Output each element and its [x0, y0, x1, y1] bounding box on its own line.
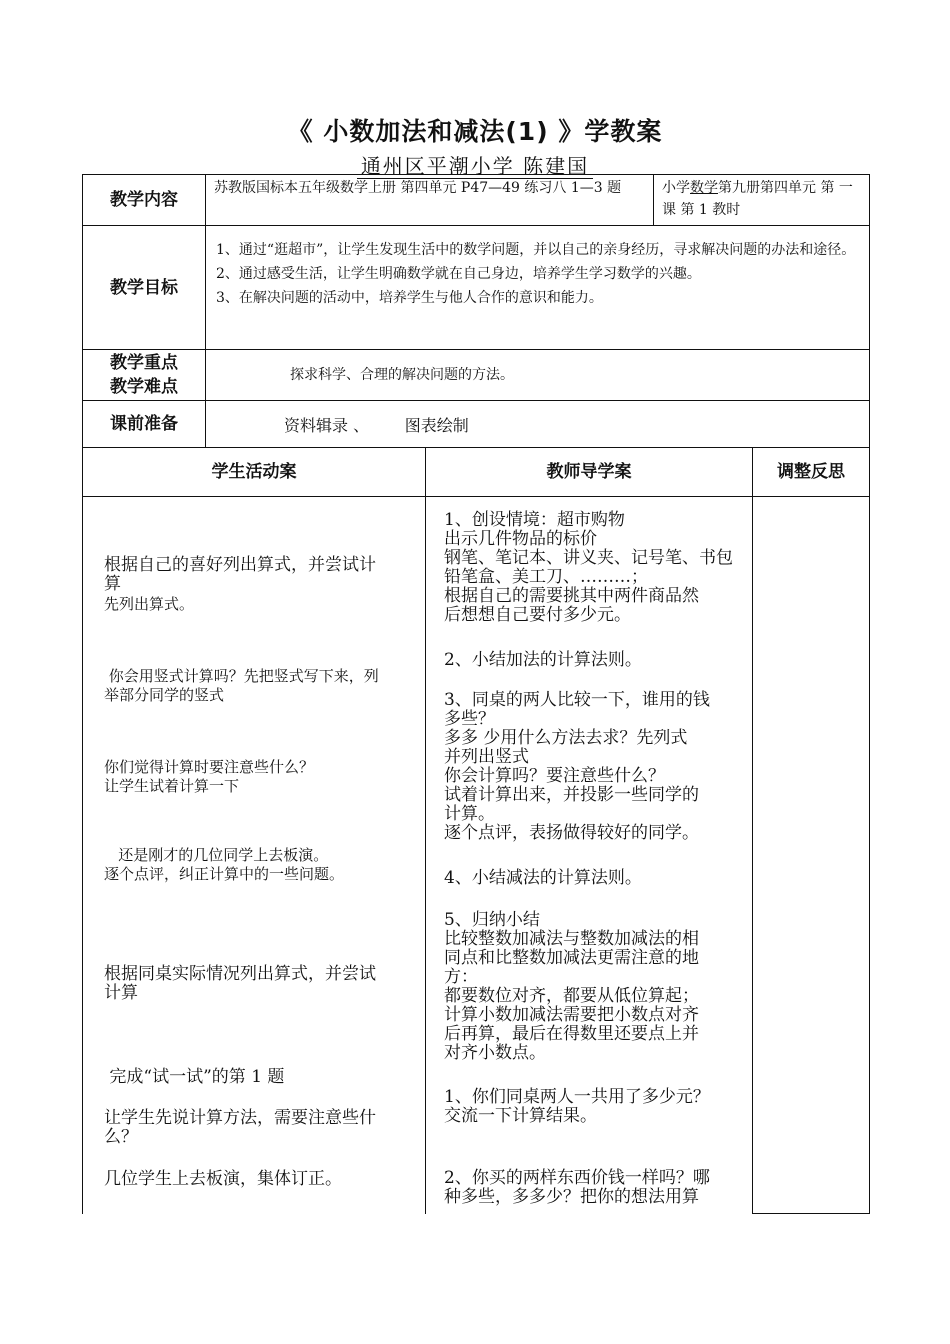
content-text: 苏教版国标本五年级数学上册 第四单元 P47—49 练习八 1—3 题: [214, 180, 622, 196]
teacher-line: 钢笔、笔记本、讲义夹、记号笔、书包: [444, 548, 733, 568]
student-block: [104, 1170, 419, 1189]
teacher-line: 计算小数加减法需要把小数点对齐: [444, 1005, 699, 1025]
student-line: 你会用竖式计算吗？先把竖式写下来，列: [104, 667, 379, 685]
divider-teacher-reflect: [752, 496, 753, 1214]
student-column-header: [82, 447, 426, 497]
teacher-line: 试着计算出来，并投影一些同学的: [444, 785, 699, 805]
reflect-header-text: 调整反思: [777, 462, 845, 482]
teacher-line: 逐个点评，表扬做得较好的同学。: [444, 823, 699, 843]
teacher-line: 4、小结减法的计算法则。: [444, 868, 642, 888]
teacher-line: 计算。: [444, 804, 495, 824]
content-text-cell: [205, 174, 654, 226]
teacher-block: [444, 1088, 749, 1126]
teacher-line: 出示几件物品的标价: [444, 529, 597, 549]
prep-text-cell: [205, 400, 870, 448]
student-line: 根据自己的喜好列出算式，并尝试计: [104, 555, 376, 575]
teacher-line: 后再算，最后在得数里还要点上并: [444, 1024, 699, 1044]
teacher-line: 同点和比整数加减法更需注意的地: [444, 948, 699, 968]
student-line: 算: [104, 574, 121, 594]
reflect-bottom-border: [752, 1213, 870, 1214]
teacher-line: 种多些，多多少？把你的想法用算: [444, 1187, 699, 1207]
student-line: 让学生试着计算一下: [104, 777, 240, 795]
teacher-line: 并列出竖式: [444, 747, 529, 767]
student-line: 让学生先说计算方法，需要注意些什: [104, 1108, 376, 1128]
student-header-text: 学生活动案: [211, 462, 297, 482]
goals-text-cell: [205, 225, 870, 350]
goal-item: 2、通过感受生活，让学生明确数学就在自己身边，培养学生学习数学的兴趣。: [216, 266, 701, 282]
student-activity-list: [104, 556, 419, 614]
teacher-line: 多多 少用什么方法去求？先列式: [444, 728, 688, 748]
content-right-post: 第九册第四单元 第 一课 第 1 教时: [662, 180, 853, 218]
teacher-header-text: 教师导学案: [546, 462, 632, 482]
content-right-subject: 数学: [690, 180, 718, 196]
student-line: 根据同桌实际情况列出算式，并尝试: [104, 964, 376, 984]
teacher-line: 3、同桌的两人比较一下，谁用的钱: [444, 690, 710, 710]
student-block: [104, 1068, 419, 1087]
teacher-line: 1、你们同桌两人一共用了多少元？: [444, 1087, 710, 1107]
key-text: 探求科学、合理的解决问题的方法。: [290, 367, 514, 383]
teacher-line: 根据自己的需要挑其中两件商品然: [444, 586, 699, 606]
content-right-cell: [653, 174, 870, 226]
student-line: 完成“试一试”的第 1 题: [104, 1067, 285, 1087]
content-right-pre: 小学: [662, 180, 690, 196]
prep-label: 课前准备: [110, 414, 178, 434]
reflect-column-header: [752, 447, 870, 497]
teacher-block: [444, 1169, 749, 1207]
key-text-cell: [205, 349, 870, 401]
student-line: 还是刚才的几位同学上去板演。: [104, 846, 329, 864]
teacher-block: [444, 511, 749, 625]
key-label-2: 教学难点: [110, 377, 178, 397]
student-line: 计算: [104, 983, 138, 1003]
teacher-block: [444, 691, 749, 843]
teacher-line: 2、小结加法的计算法则。: [444, 650, 642, 670]
teacher-block: [444, 911, 749, 1063]
student-line: 先列出算式。: [104, 595, 195, 613]
teacher-line: 后想想自己要付多少元。: [444, 605, 631, 625]
student-line: 举部分同学的竖式: [104, 686, 225, 704]
teacher-line: 交流一下计算结果。: [444, 1106, 597, 1126]
student-block: [104, 667, 419, 705]
teacher-line: 都要数位对齐，都要从低位算起；: [444, 986, 699, 1006]
divider-student-teacher: [425, 496, 426, 1214]
key-label-cell: [82, 349, 206, 401]
left-border: [82, 496, 83, 1214]
teacher-column-header: [425, 447, 753, 497]
teacher-line: 对齐小数点。: [444, 1043, 546, 1063]
student-line: 么？: [104, 1127, 138, 1147]
student-line: 几位学生上去板演，集体订正。: [104, 1169, 342, 1189]
teacher-line: 5、归纳小结: [444, 910, 540, 930]
goals-label: 教学目标: [110, 277, 178, 298]
prep-label-cell: [82, 400, 206, 448]
student-block: [104, 556, 419, 614]
student-block: [104, 758, 419, 796]
teacher-block: [444, 651, 749, 670]
student-block: [104, 846, 419, 884]
content-label-cell: [82, 174, 206, 226]
teacher-block: [444, 869, 749, 888]
prep-text: 资料辑录 、 图表绘制: [284, 416, 469, 435]
teacher-line: 你会计算吗？要注意些什么？: [444, 766, 665, 786]
goal-item: 3、在解决问题的活动中，培养学生与他人合作的意识和能力。: [216, 290, 603, 306]
teacher-line: 多些？: [444, 709, 495, 729]
student-block: [104, 965, 419, 1003]
right-border: [869, 496, 870, 1214]
content-label: 教学内容: [110, 190, 178, 210]
goal-item: 1、通过“逛超市”，让学生发现生活中的数学问题，并以自己的亲身经历，寻求解决问题的办法和途径。: [216, 242, 856, 258]
student-line: 逐个点评，纠正计算中的一些问题。: [104, 865, 345, 883]
key-label-1: 教学重点: [110, 353, 178, 373]
teacher-line: 铅笔盒、美工刀、………；: [444, 567, 648, 587]
goals-label-cell: [82, 225, 206, 350]
teacher-line: 2、你买的两样东西价钱一样吗？哪: [444, 1168, 710, 1188]
teacher-line: 方：: [444, 967, 478, 987]
student-line: 你们觉得计算时要注意些什么？: [104, 758, 315, 776]
author-text: 通州区平潮小学 陈建国: [357, 154, 593, 179]
teacher-line: 比较整数加减法与整数加减法的相: [444, 929, 699, 949]
document-title: 《 小数加法和减法(1) 》学教案: [287, 117, 663, 146]
student-block: [104, 1109, 419, 1147]
teacher-line: 1、创设情境：超市购物: [444, 510, 625, 530]
